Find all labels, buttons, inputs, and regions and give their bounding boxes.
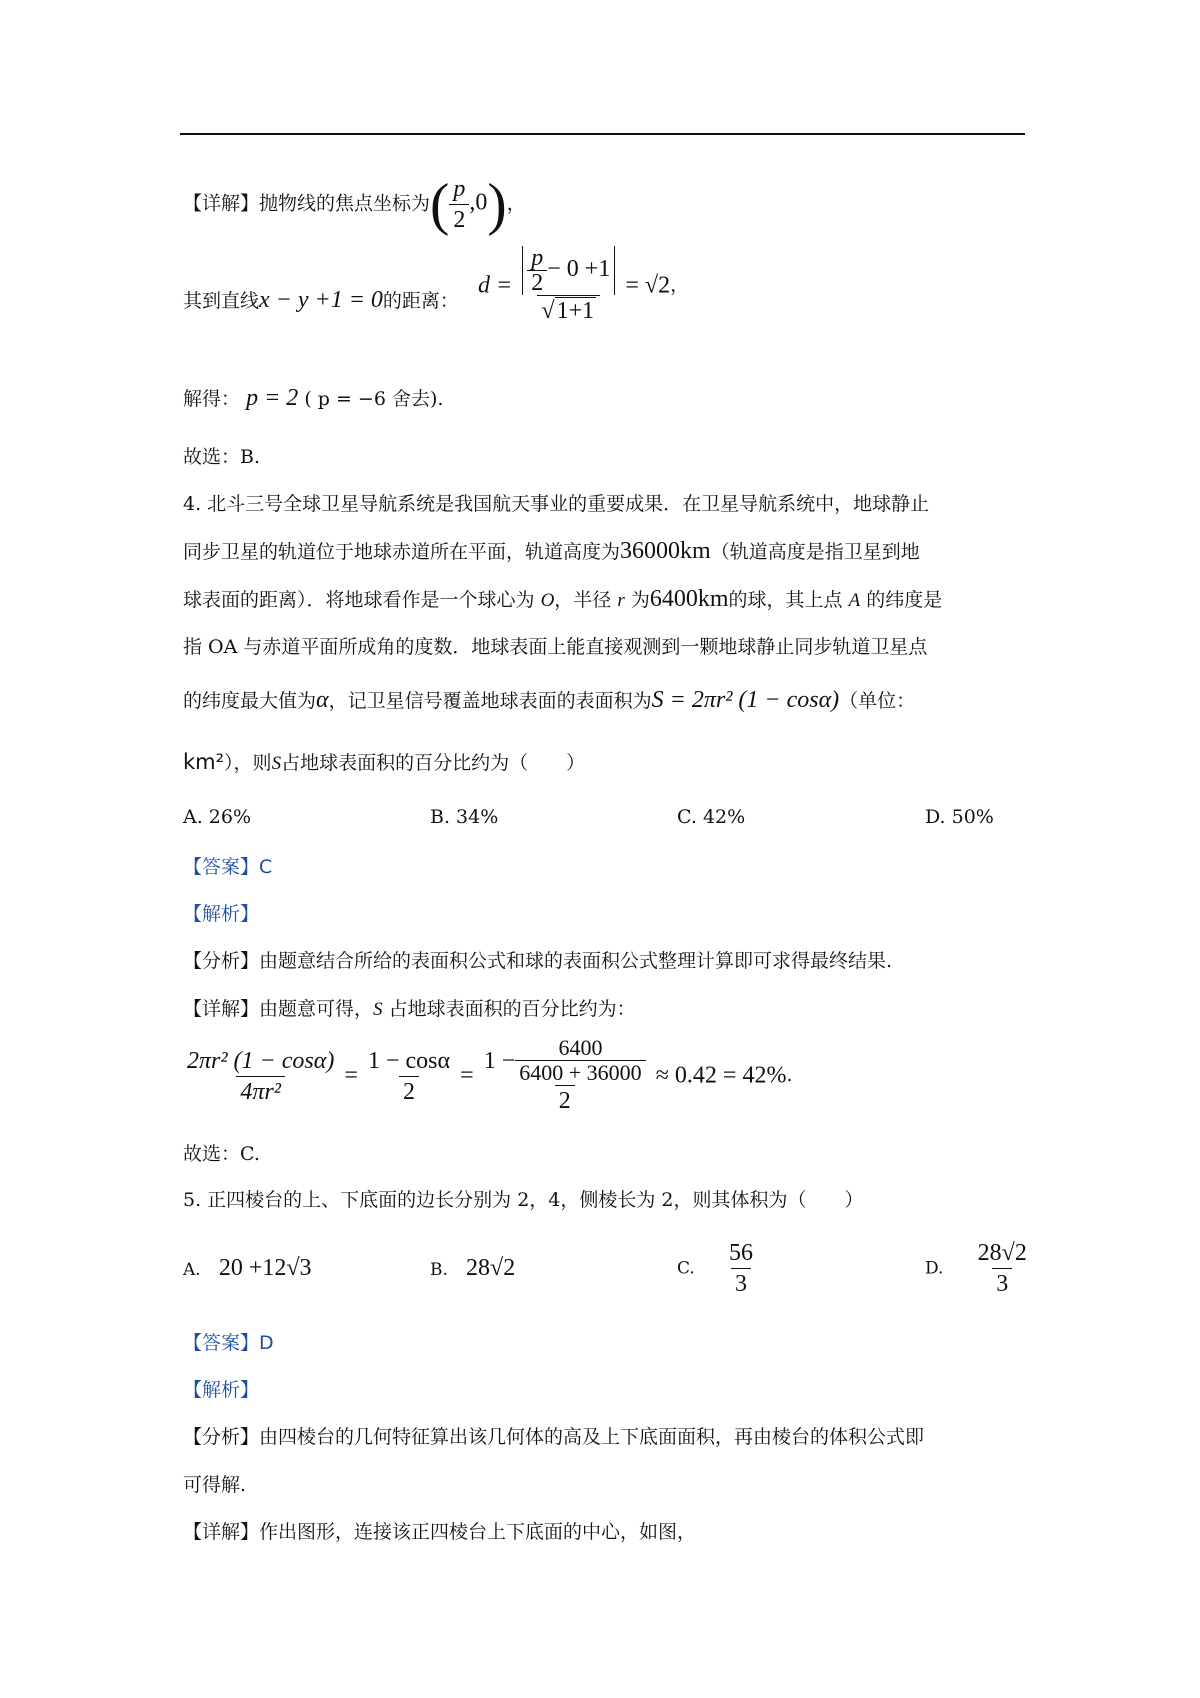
q4-option-a[interactable]: A. 26% (183, 806, 252, 828)
q5-fenxi-2: 可得解. (183, 1474, 247, 1496)
q4-answer: 【答案】C (183, 856, 273, 878)
focus-rest: ,0 (469, 189, 488, 216)
prev-choice: 故选：B. (183, 446, 261, 468)
solve-line: 解得： p = 2 ( p = −6 舍去). (183, 385, 444, 411)
q4-line3: 球表面的距离）．将地球看作是一个球心为 O，半径 r 为6400km的球，其上点 A 的纬度是 (183, 586, 943, 612)
q4-line2: 同步卫星的轨道位于地球赤道所在平面，轨道高度为36000km（轨道高度是指卫星到地 (183, 538, 920, 564)
q4-option-c[interactable]: C. 42% (677, 806, 746, 828)
q4-detail: 【详解】由题意可得，S 占地球表面积的百分比约为： (183, 998, 636, 1020)
q5-option-a[interactable]: A. 20 +12√3 (183, 1255, 312, 1281)
q5-fenxi-1: 【分析】由四棱台的几何特征算出该几何体的高及上下底面面积，再由棱台的体积公式即 (183, 1426, 925, 1448)
q4-formula: $\frac{\text{2πr² (1 − cosα)}}{\text{4πr²}}$ = $\frac{1 - \cos\alpha}{2}$ = 1 − $\frac{6400}{6400 + 36000}$ 2 ≈ 0.42 = 42%. (187, 1035, 793, 1114)
q5-line1: 5. 正四棱台的上、下底面的边长分别为 2，4，侧棱长为 2，则其体积为（ ） (183, 1189, 864, 1211)
q5-detail: 【详解】作出图形，连接该正四棱台上下底面的中心，如图， (183, 1521, 697, 1543)
focus-fraction: $\frac{p}{2}$ (449, 174, 469, 235)
q4-line6: km²），则S占地球表面积的百分比约为（ ） (183, 750, 586, 774)
distance-text-2: 的距离： (382, 290, 459, 312)
q4-line1: 4. 北斗三号全球卫星导航系统是我国航天事业的重要成果．在卫星导航系统中，地球静止 (183, 493, 930, 515)
q4-line5: 的纬度最大值为α，记卫星信号覆盖地球表面的表面积为S = 2πr² (1 − cosα)（单位： (183, 687, 916, 713)
q5-option-b[interactable]: B. 28√2 (430, 1255, 516, 1281)
q4-option-d[interactable]: D. 50% (925, 806, 994, 828)
q4-fenxi: 【分析】由题意结合所给的表面积公式和球的表面积公式整理计算即可求得最终结果. (183, 950, 893, 972)
distance-formula: d = $\frac{p}{2}$ − 0 +1 √1+1 = √2， (478, 245, 690, 324)
q5-option-d[interactable]: D. $\frac{28√2}{3}$ (925, 1240, 1027, 1297)
detail-text: 抛物线的焦点坐标为 (259, 192, 431, 215)
detail-tag: 【详解】 (183, 192, 260, 215)
prev-detail-line: 【详解】抛物线的焦点坐标为( $\frac{p}{2}$ ,0)， (183, 171, 526, 237)
q5-option-c[interactable]: C. $\frac{56}{3}$ (677, 1240, 754, 1297)
q4-option-b[interactable]: B. 34% (430, 806, 499, 828)
line-equation: x − y +1 = 0 (259, 287, 383, 313)
q4-line4: 指 OA 与赤道平面所成角的度数．地球表面上能直接观测到一颗地球静止同步轨道卫星点 (183, 636, 928, 658)
header-rule (180, 133, 1025, 135)
q5-analysis-tag: 【解析】 (183, 1379, 260, 1401)
prev-distance-line (183, 286, 459, 315)
q4-choice: 故选：C. (183, 1143, 260, 1165)
distance-text: 其到直线 (183, 290, 260, 312)
q4-analysis-tag: 【解析】 (183, 903, 260, 925)
q5-answer: 【答案】D (183, 1332, 274, 1354)
